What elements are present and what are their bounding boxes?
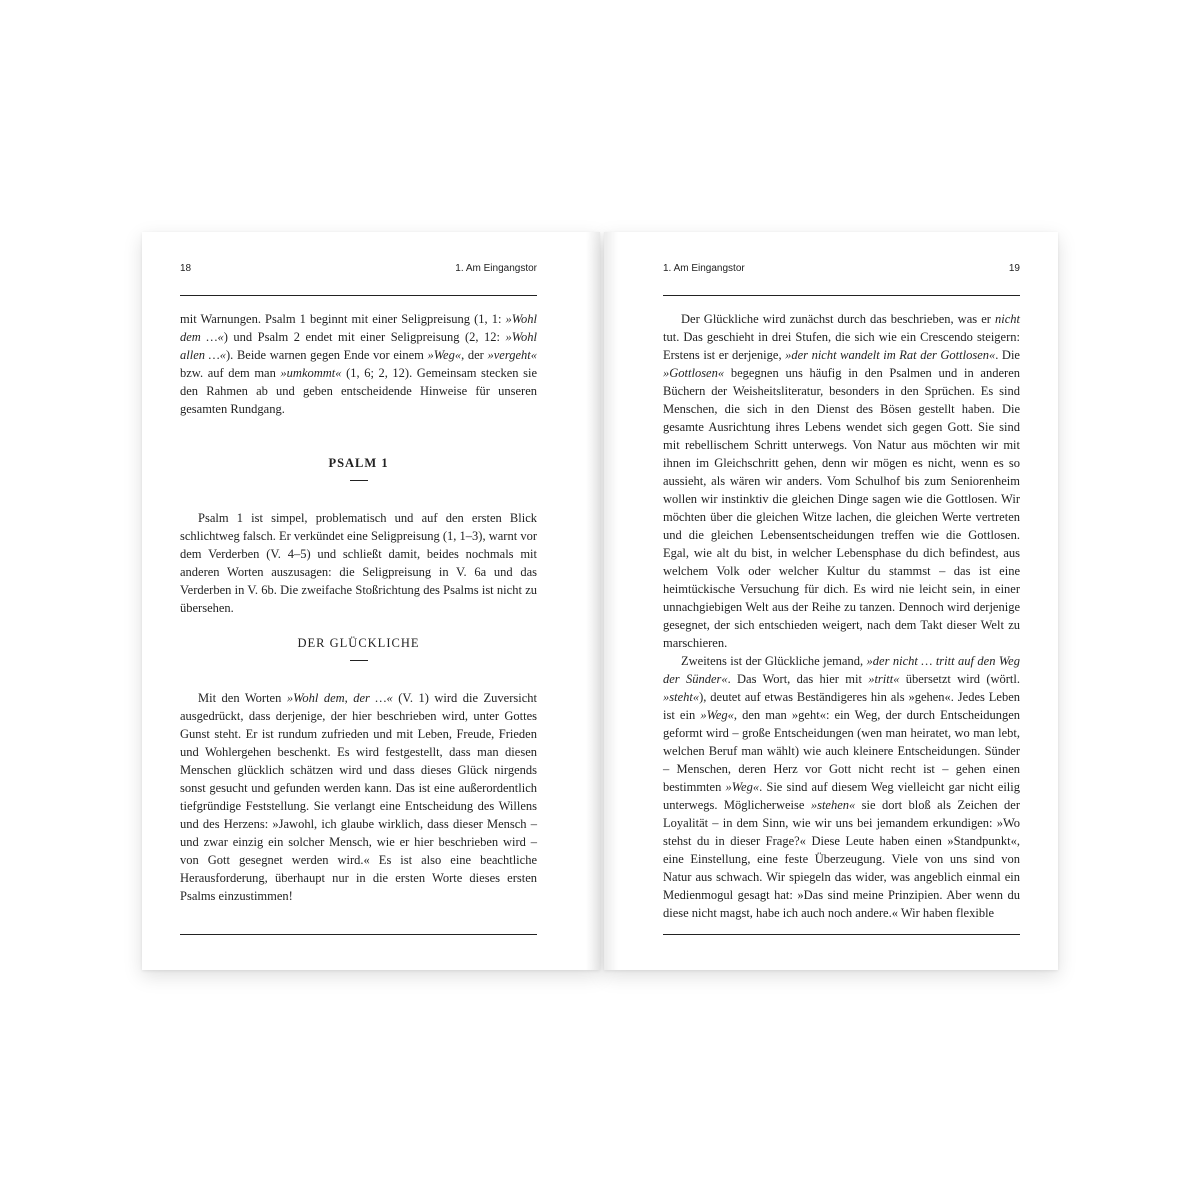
running-head: 1. Am Eingangstor xyxy=(455,263,537,274)
running-head: 1. Am Eingangstor xyxy=(663,263,745,274)
paragraph: Zweitens ist der Glückliche jemand, »der nicht … tritt auf den Weg der Sünder«. Das Wort, das hier mit »tritt« übersetzt wird (wörtl. »steht«), deutet auf etwas Beständigeres hin als »gehen«. Jedes Leben ist ein »Weg«, den man »geht«: ein Weg, der durch Entscheidungen geformt wird – große Entscheidungen (wen man heiratet, wo man lebt, welchen Beruf man wählt) wie auch kleinere Entscheidungen. Sünder – Menschen, deren Herz vor Gott nicht recht ist – gehen einen bestimmten »Weg«. Sie sind auf diesem Weg vielleicht gar nicht eilig unterwegs. Möglicherweise »stehen« sie dort bloß als Zeichen der Loyalität – in dem Sinn, wie wir uns bei jemandem erkundigen: »Wo stehst du in dieser Frage?« Diese Leute haben einen »Standpunkt«, eine Einstellung, eine feste Überzeugung. Viele von uns sind von Natur aus schwach. Wir spiegeln das wider, was angeblich einmal ein Medienmogul gesagt hat: »Das sind meine Prinzipien. Aber wenn du diese nicht magst, habe ich auch noch andere.« Wir haben flexible xyxy=(663,654,1021,920)
footer-rule xyxy=(180,934,537,935)
left-page xyxy=(142,232,600,970)
page-body xyxy=(663,310,1020,922)
spine-shadow xyxy=(604,232,618,970)
paragraph: Mit den Worten »Wohl dem, der …« (V. 1) wird die Zuversicht ausgedrückt, dass derjenige, der hier beschrieben wird, unter Gottes Gunst steht. Er ist rundum zufrieden und mit Leben, Freude, Frieden und Wohlergehen beschenkt. Es wird festgestellt, dass man diesen Menschen glücklich schätzen wird und dass dieses Glück nirgends sonst gesucht und gefunden werden kann. Das ist eine außerordentlich tiefgründige Feststellung. Sie verlangt eine Entscheidung des Willens und des Herzens: »Jawohl, ich glaube wirklich, dass dieser Mensch – und zwar einzig ein solcher Mensch, wie er hier beschrieben wird – von Gott gesegnet werden wird.« Es ist also eine beachtliche Herausforderung, überhaupt nur in die ersten Worte dieses ersten Psalms einzustimmen! xyxy=(180,691,537,903)
footer-rule xyxy=(663,934,1020,935)
paragraph: Psalm 1 ist simpel, problematisch und auf den ersten Blick schlichtweg falsch. Er verkündet eine Seligpreisung (1, 1–3), warnt vor dem Verderben (V. 4–5) und schließt damit, beides nochmals mit anderen Worten auszusagen: die Seligpreisung in V. 6a und das Verderben in V. 6b. Die zweifache Stoßrichtung des Psalms ist nicht zu übersehen. xyxy=(180,511,537,615)
page-number: 18 xyxy=(180,263,192,274)
heading-dash xyxy=(350,480,368,481)
page-header xyxy=(180,263,537,274)
heading-dash xyxy=(350,660,368,661)
right-page xyxy=(604,232,1058,970)
paragraph: mit Warnungen. Psalm 1 beginnt mit einer Seligpreisung (1, 1: »Wohl dem …«) und Psalm 2 endet mit einer Seligpreisung (2, 12: »Wohl allen …«). Beide warnen gegen Ende vor einem »Weg«, der »vergeht« bzw. auf dem man »umkommt« (1, 6; 2, 12). Gemeinsam stecken sie den Rahmen ab und geben entscheidende Hinweise für unseren gesamten Rundgang. xyxy=(180,312,538,416)
page-body xyxy=(180,310,537,905)
spine-shadow xyxy=(586,232,600,970)
paragraph: Der Glückliche wird zunächst durch das beschrieben, was er nicht tut. Das geschieht in drei Stufen, die sich wie ein Crescendo steigern: Erstens ist er derjenige, »der nicht wandelt im Rat der Gottlosen«. Die »Gottlosen« begegnen uns häufig in den Psalmen und in anderen Büchern der Weisheitsliteratur, besonders in den Sprüchen. Es sind Menschen, die sich in den Dienst des Bösen gestellt haben. Die gesamte Ausrichtung ihres Lebens wendet sich gegen Gott. Sie sind mit rebellischem Schritt unterwegs. Von Natur aus möchten wir mit ihnen im Gleichschritt gehen, denn wir mögen es nicht, wenn es so aussieht, als wären wir anders. Vom Schulhof bis zum Seniorenheim wollen wir instinktiv die gleichen Dinge sagen wie die Gottlosen. Wir möchten über die gleichen Witze lachen, die gleichen Werte vertreten und die gleichen Lebensentscheidungen treffen wie die Gottlosen. Egal, wie alt du bist, in welcher Lebensphase du dich befindest, aus welchem Volk oder welcher Kultur du stammst – das ist eine heimtückische Versuchung für dich. Es wird nie leicht sein, in einer unnachgiebigen Welt aus der Reihe zu tanzen. Dennoch wird derjenige gesegnet, der sich entschieden weigert, nach dem Takt dieser Welt zu marschieren. xyxy=(663,312,1020,650)
header-rule xyxy=(663,295,1020,296)
header-rule xyxy=(180,295,537,296)
subsection-heading: DER GLÜCKLICHE xyxy=(297,636,420,650)
section-heading: PSALM 1 xyxy=(328,456,389,470)
page-header xyxy=(663,263,1020,274)
page-number: 19 xyxy=(1008,263,1020,274)
